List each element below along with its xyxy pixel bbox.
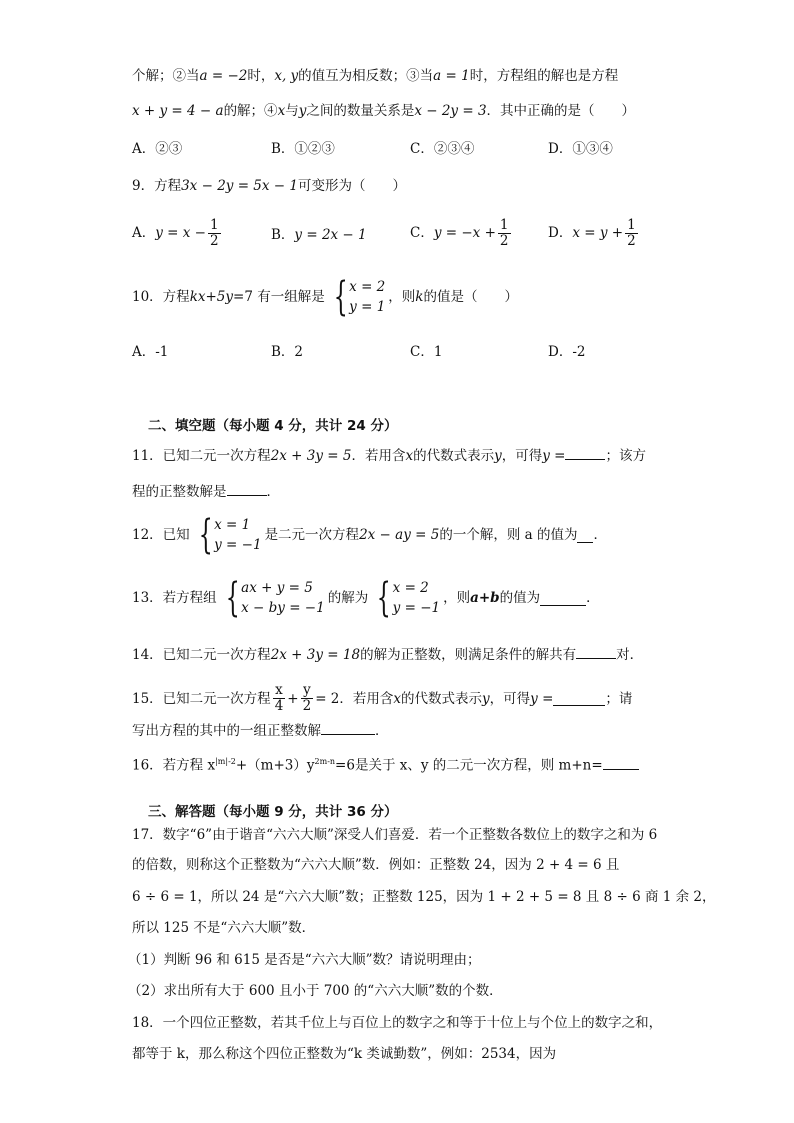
system-row: x = 2 — [349, 279, 386, 295]
q8-text: 与 — [285, 103, 299, 119]
q9-option-c[interactable] — [410, 218, 513, 249]
q10-option-c[interactable]: C．1 — [410, 344, 443, 360]
numerator: 1 — [210, 217, 219, 233]
q17-line3: 6 ÷ 6 = 1，所以 24 是“六六大顺”数；正整数 125，因为 1 + 2 + 5 = 8 且 8 ÷ 6 商 1 余 2， — [132, 889, 716, 905]
q12-equation: 2x − ay = 5 — [359, 527, 440, 543]
numerator: 1 — [499, 217, 509, 233]
q11-math: x — [405, 448, 414, 464]
q15-text: ；请 — [605, 690, 633, 707]
q14-equation: 2x + 3y = 18 — [270, 647, 361, 663]
q13-math: a+b — [470, 590, 500, 606]
q11-math: y = — [542, 448, 566, 464]
q15-math: x — [393, 690, 402, 707]
q13-text: ． — [586, 590, 600, 606]
q8-option-a[interactable]: A．②③ — [132, 141, 183, 157]
fraction — [301, 683, 314, 714]
q14-text: 的解为正整数，则满足条件的解共有 — [360, 647, 577, 663]
q16-line — [132, 752, 639, 776]
q8-math: a = −2 — [199, 68, 248, 84]
brace: { — [376, 575, 391, 621]
q11-math: y — [494, 448, 502, 464]
q8-text: ．其中正确的是（ ） — [486, 103, 636, 119]
q11-text: ；该方 — [605, 448, 646, 464]
q15-text: ，可得 — [489, 690, 531, 707]
q15-text: ． — [375, 723, 389, 739]
q15-line2 — [132, 720, 389, 741]
q16-text: =6是关于 x、y 的二元一次方程，则 m+n= — [335, 757, 603, 774]
q10-text: =7 有一组解是 — [233, 289, 325, 305]
q10-math: k — [415, 289, 424, 305]
q12-system — [193, 512, 262, 558]
brace: { — [198, 512, 213, 558]
q13-text: ，则 — [443, 590, 471, 606]
q8-option-b[interactable]: B．①②③ — [271, 141, 335, 157]
q8-text: 时，方程组的解也是方程 — [469, 68, 619, 84]
q11-text: ，可得 — [501, 448, 543, 464]
q12-text: 是二元一次方程 — [264, 527, 360, 543]
system-row: y = −1 — [392, 600, 441, 616]
q17-line2: 的倍数，则称这个正整数为“六六大顺”数．例如：正整数 24，因为 2 + 4 = 6 且 — [132, 857, 620, 873]
q8-math: x, y — [274, 68, 299, 84]
system-row: y = −1 — [214, 537, 262, 553]
q10-equation: kx+5y — [189, 289, 234, 305]
q10-option-a[interactable]: A．-1 — [132, 344, 169, 360]
denominator: 2 — [627, 233, 636, 249]
option-math: y = −x + — [433, 225, 496, 241]
q12-line — [132, 512, 607, 558]
q17-sub1: （1）判断 96 和 615 是否是“六六大顺”数？请说明理由； — [128, 952, 481, 968]
q15-math: = 2 — [315, 690, 340, 707]
q12-text: ． — [593, 527, 607, 543]
q10-option-d[interactable]: D．-2 — [548, 344, 586, 360]
denominator: 2 — [499, 233, 509, 249]
q13-text: 的值为 — [499, 590, 541, 606]
answer-blank[interactable] — [227, 481, 267, 496]
q8-text: 的解；④ — [223, 103, 278, 119]
answer-blank[interactable] — [577, 528, 593, 543]
option-math: y = x − — [155, 225, 206, 241]
q11-line2 — [132, 481, 280, 502]
brace: { — [333, 274, 348, 320]
q11-text: ．若用含 — [351, 448, 406, 464]
q15-text: ．若用含 — [339, 690, 394, 707]
fraction — [625, 218, 638, 249]
q13-text: 的解为 — [327, 590, 369, 606]
q16-exponent: 2m-n — [314, 757, 336, 766]
q10-text: 10．方程 — [132, 289, 190, 305]
q8-math: x + y = 4 − a — [132, 103, 224, 119]
option-math: x = y + — [572, 225, 624, 241]
q9-option-b[interactable] — [271, 225, 367, 245]
q9-stem — [132, 176, 406, 196]
q12-text: 12．已知 — [132, 527, 190, 543]
q11-text: ． — [266, 484, 280, 500]
option-label: C． — [410, 225, 434, 241]
answer-blank[interactable] — [565, 445, 605, 460]
answer-blank[interactable] — [321, 720, 375, 735]
fraction — [498, 218, 511, 249]
answer-blank[interactable] — [603, 755, 639, 770]
q15-math: + — [287, 690, 299, 707]
q17-line4: 所以 125 不是“六六大顺”数． — [132, 920, 316, 936]
q10-text: ，则 — [388, 289, 416, 305]
q15-math: y = — [530, 690, 554, 707]
q14-text: 14．已知二元一次方程 — [132, 647, 271, 663]
q16-exponent: |m|-2 — [215, 757, 236, 766]
q8-math: x − 2y = 3 — [414, 103, 487, 119]
q13-line — [132, 575, 600, 621]
q8-math: y — [298, 103, 307, 119]
brace: { — [225, 575, 240, 621]
q11-text: 程的正整数解是 — [132, 484, 227, 500]
q9-text: 可变形为（ ） — [298, 178, 406, 194]
system-row: x = 1 — [214, 517, 251, 533]
q11-text: 的代数式表示 — [413, 448, 495, 464]
q13-system — [220, 575, 325, 621]
option-label: B． — [271, 227, 295, 243]
q18-line2: 都等于 k，那么称这个四位正整数为“k 类诚勤数”，例如：2534，因为 — [132, 1046, 557, 1062]
numerator: 1 — [627, 217, 636, 233]
q14-line — [132, 644, 643, 665]
q17-sub2: （2）求出所有大于 600 且小于 700 的“六六大顺”数的个数． — [128, 983, 503, 999]
option-label: A． — [132, 225, 156, 241]
q11-line1 — [132, 445, 646, 466]
q15-line1 — [132, 683, 632, 714]
q15-math: y — [482, 690, 490, 707]
q13-text: 13．若方程组 — [132, 590, 217, 606]
q8-math: x — [277, 103, 286, 119]
q13-solution — [371, 575, 441, 621]
answer-blank[interactable] — [576, 644, 616, 659]
q15-text: 的代数式表示 — [401, 690, 483, 707]
q8-text: 的值互为相反数；③当 — [298, 68, 434, 84]
q8-line2 — [132, 101, 635, 121]
fraction — [273, 683, 286, 714]
denominator: 4 — [274, 698, 284, 714]
denominator: 2 — [210, 233, 219, 249]
answer-blank[interactable] — [553, 691, 605, 706]
option-label: D． — [548, 225, 573, 241]
q14-text: 对． — [616, 647, 644, 663]
q8-math: a = 1 — [433, 68, 470, 84]
q9-option-d[interactable] — [548, 218, 640, 249]
q8-line1 — [132, 66, 618, 86]
answer-blank[interactable] — [540, 591, 586, 606]
q8-text: 之间的数量关系是 — [306, 103, 415, 119]
q15-text: 15．已知二元一次方程 — [132, 690, 271, 707]
q9-equation: 3x − 2y = 5x − 1 — [181, 178, 298, 194]
numerator: y — [301, 683, 314, 699]
q9-option-a[interactable] — [132, 218, 223, 249]
denominator: 2 — [302, 698, 312, 714]
q9-text: 9．方程 — [132, 178, 182, 194]
section-heading-solve: 三、解答题（每小题 9 分，共计 36 分） — [148, 804, 398, 820]
system-row: ax + y = 5 — [241, 580, 313, 596]
system-row: x = 2 — [392, 580, 429, 596]
q16-text: 16．若方程 x — [132, 757, 216, 774]
q8-text: 时， — [247, 68, 275, 84]
q8-option-c[interactable]: C．②③④ — [410, 141, 475, 157]
q10-stem — [132, 274, 518, 320]
q11-equation: 2x + 3y = 5 — [270, 448, 352, 464]
q16-text: +（m+3）y — [235, 757, 315, 774]
system-row: x − by = −1 — [241, 600, 325, 616]
system-row: y = 1 — [349, 299, 386, 315]
q8-option-d[interactable]: D．①③④ — [548, 141, 613, 157]
numerator: x — [273, 683, 286, 699]
section-heading-fill-in: 二、填空题（每小题 4 分，共计 24 分） — [148, 418, 398, 434]
q11-text: 11．已知二元一次方程 — [132, 448, 271, 464]
q18-line1: 18．一个四位正整数，若其千位上与百位上的数字之和等于十位上与个位上的数字之和， — [132, 1015, 663, 1031]
option-math: y = 2x − 1 — [294, 227, 367, 243]
q10-text: 的值是（ ） — [423, 289, 518, 305]
q10-system — [328, 274, 386, 320]
q8-text: 个解；②当 — [132, 68, 200, 84]
q10-option-b[interactable]: B．2 — [271, 344, 304, 360]
fraction — [208, 218, 221, 249]
q12-text: 的一个解，则 a 的值为 — [439, 527, 578, 543]
q15-text: 写出方程的其中的一组正整数解 — [132, 723, 321, 739]
q17-line1: 17．数字“6”由于谐音“六六大顺”深受人们喜爱．若一个正整数各数位上的数字之和为 6 — [132, 827, 658, 843]
